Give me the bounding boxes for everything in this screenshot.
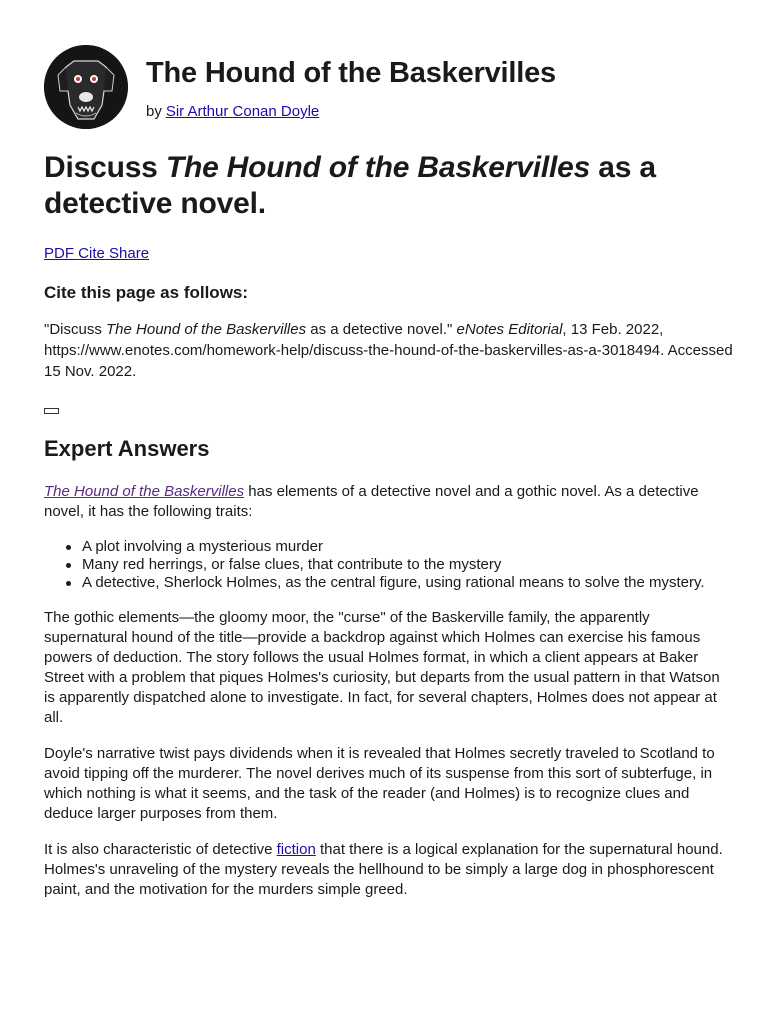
book-header — [44, 45, 734, 131]
expert-answer — [44, 482, 734, 916]
citation-part3: , 13 Feb. 2022, https://www.enotes.com/homework-help/discuss-the-hound-of-the-baskervilles-as-a-3018494. Accessed 15 Nov. 2022. — [44, 321, 733, 380]
citation-part1: "Discuss — [44, 321, 106, 338]
question-prefix: Discuss — [44, 151, 166, 184]
answer-intro — [44, 482, 734, 522]
question-title — [44, 150, 734, 222]
answer-paragraph-2: The gothic elements—the gloomy moor, the "curse" of the Baskerville family, the apparently supernatural hound of the title—provide a backdrop against which Holmes can exercise his famous powers of deduction. The story follows the usual Holmes format, in which a client appears at Baker Street with a problem that piques Holmes's curiosity, but departs from the usual pattern in that Watson is apparently dispatched alone to investigate. In fact, for several chapters, Holmes does not appear at all. — [44, 609, 720, 726]
collapse-button[interactable] — [44, 408, 59, 414]
p4-before: It is also characteristic of detective — [44, 841, 277, 858]
book-title: The Hound of the Baskervilles — [146, 57, 556, 89]
traits-list — [82, 538, 734, 592]
answer-intro-text: has elements of a detective novel and a gothic novel. As a detective novel, it has the following traits: — [44, 483, 699, 520]
by-label: by — [146, 103, 162, 120]
fiction-link[interactable]: fiction — [276, 841, 316, 858]
toolbar — [44, 245, 149, 262]
cite-heading: Cite this page as follows: — [44, 283, 249, 302]
citation-part2: as a detective novel." — [306, 321, 457, 338]
book-title-link[interactable]: The Hound of the Baskervilles — [44, 483, 245, 500]
list-item: A plot involving a mysterious murder — [82, 538, 734, 556]
list-item: Many red herrings, or false clues, that contribute to the mystery — [82, 556, 734, 574]
hound-illustration-icon[interactable] — [44, 45, 128, 129]
citation-title: The Hound of the Baskervilles — [106, 321, 307, 338]
p4-after: that there is a logical explanation for the supernatural hound. Holmes's unraveling of the mystery reveals the hellhound to be simply a large dog in phosphorescent paint, and the motivation for the murders simple greed. — [44, 841, 723, 898]
citation-text — [44, 319, 744, 382]
expert-answers-heading: Expert Answers — [44, 436, 210, 461]
question-book-title: The Hound of the Baskervilles — [165, 151, 591, 184]
pdf-link[interactable]: PDF — [44, 245, 74, 262]
share-link[interactable]: Share — [109, 245, 150, 262]
cite-link[interactable]: Cite — [78, 245, 105, 262]
answer-paragraph-4 — [44, 840, 734, 900]
author-link[interactable]: Sir Arthur Conan Doyle — [165, 103, 320, 120]
question-suffix: as a detective novel. — [44, 151, 656, 220]
list-item: A detective, Sherlock Holmes, as the central figure, using rational means to solve the mystery. — [82, 574, 734, 592]
answer-paragraph-3: Doyle's narrative twist pays dividends when it is revealed that Holmes secretly traveled to Scotland to avoid tipping off the murderer. The novel derives much of its suspense from this sort of subterfuge, in which nothing is what it seems, and the task of the reader (and Holmes) is to recognize clues and deduce larger purposes from them. — [44, 745, 715, 822]
citation-publisher: eNotes Editorial — [456, 321, 563, 338]
byline — [146, 103, 319, 120]
hound-illustration-icon-svg — [44, 45, 128, 129]
